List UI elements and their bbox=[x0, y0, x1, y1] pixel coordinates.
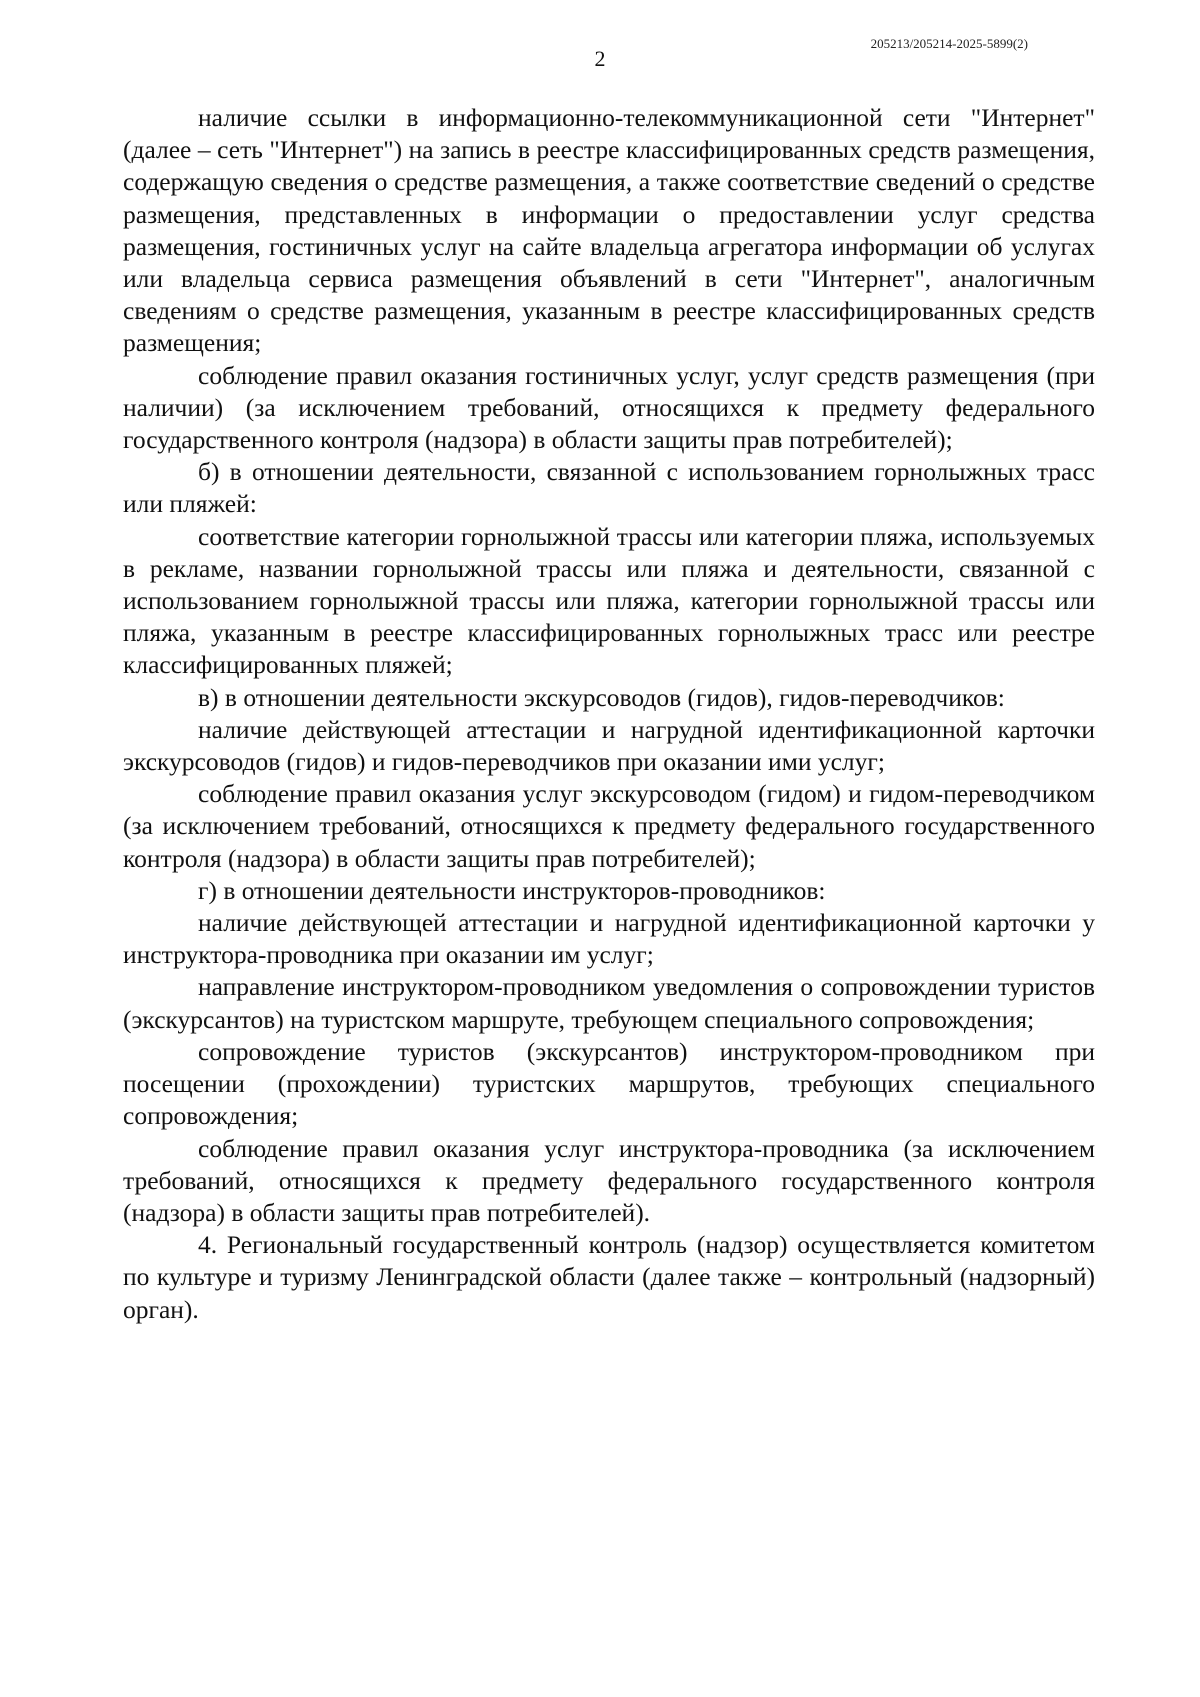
paragraph-item-g-instructors: г) в отношении деятельности инструкторов-проводников: bbox=[198, 875, 826, 905]
paragraph-guide-service-rules: соблюдение правил оказания услуг экскурсоводом (гидом) и гидом-переводчиком (за исключением требований, относящихся к предмету федерального государственного контроля (надзора) в области защиты прав потребителей); bbox=[123, 779, 1095, 873]
page-number: 2 bbox=[594, 46, 606, 71]
paragraph-tourist-escort: сопровождение туристов (экскурсантов) инструктором-проводником при посещении (прохождении) туристских маршрутов, требующих специального сопровождения; bbox=[123, 1036, 1095, 1131]
paragraph-instructor-certification: наличие действующей аттестации и нагрудной идентификационной карточки у инструктора-проводника при оказании им услуг; bbox=[123, 908, 1095, 970]
paragraph-hotel-services-rules: соблюдение правил оказания гостиничных услуг, услуг средств размещения (при наличии) (за исключением требований, относящихся к предмету федерального государственного контроля (надзора) в области защиты прав потребителей); bbox=[123, 360, 1095, 455]
paragraph-ski-beach-category: соответствие категории горнолыжной трассы или категории пляжа, используемых в рекламе, названии горнолыжной трассы или пляжа и деятельности, связанной с использованием горнолыжной трассы или пляжа, категории горнолыжной трассы или пляжа, указанным в реестре классифицированных горнолыжных трасс или реестре классифицированных пляжей; bbox=[123, 521, 1095, 680]
paragraph-guide-certification: наличие действующей аттестации и нагрудной идентификационной карточки экскурсоводов (гидов) и гидов-переводчиков при оказании ими услуг; bbox=[123, 714, 1095, 777]
paragraph-instructor-notification: направление инструктором-проводником уведомления о сопровождении туристов (экскурсантов) на туристском маршруте, требующем специального сопровождения; bbox=[123, 972, 1095, 1034]
document-reference-number: 205213/205214-2025-5899(2) bbox=[870, 36, 1028, 51]
paragraph-link-in-registry: наличие ссылки в информационно-телекоммуникационной сети "Интернет" (далее – сеть "Интернет") на запись в реестре классифицированных средств размещения, содержащую сведения о средстве размещения, а также соответствие сведений о средстве размещения, представленных в информации о предоставлении услуг средства размещения, гостиничных услуг на сайте владельца агрегатора информации об услугах или владельца сервиса размещения объявлений в сети "Интернет", аналогичным сведениям о средстве размещения, указанным в реестре классифицированных средств размещения; bbox=[123, 103, 1095, 358]
paragraph-section-4-authority: 4. Региональный государственный контроль (надзор) осуществляется комитетом по культуре и туризму Ленинградской области (далее также – контрольный (надзорный) орган). bbox=[123, 1230, 1095, 1324]
document-body bbox=[123, 102, 1095, 1326]
paragraph-item-v-guides: в) в отношении деятельности экскурсоводов (гидов), гидов-переводчиков: bbox=[198, 682, 1005, 712]
paragraph-item-b-ski-beaches: б) в отношении деятельности, связанной с использованием горнолыжных трасс или пляжей: bbox=[123, 457, 1095, 519]
paragraph-instructor-service-rules: соблюдение правил оказания услуг инструктора-проводника (за исключением требований, относящихся к предмету федерального государственного контроля (надзора) в области защиты прав потребителей). bbox=[123, 1133, 1095, 1227]
